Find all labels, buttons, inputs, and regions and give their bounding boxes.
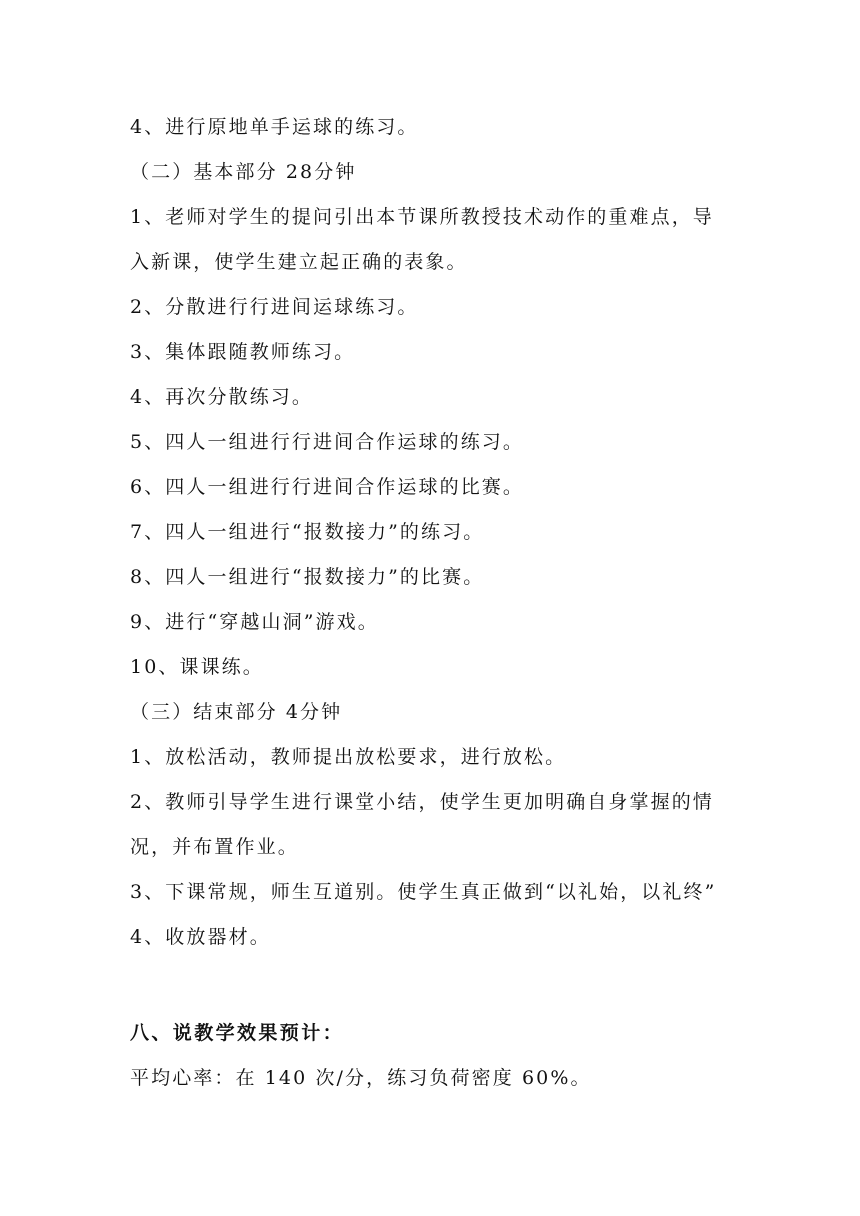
text-line: 8、四人一组进行“报数接力”的比赛。 — [130, 566, 485, 588]
text-line: 3、下课常规，师生互道别。使学生真正做到“以礼始，以礼终” — [130, 881, 717, 903]
section-subheading: （三）结束部分 4分钟 — [130, 701, 343, 723]
section-heading: 八、说教学效果预计： — [130, 1022, 345, 1044]
text-line: 入新课，使学生建立起正确的表象。 — [130, 251, 468, 273]
text-line: 10、课课练。 — [130, 656, 264, 678]
text-line: 1、放松活动，教师提出放松要求，进行放松。 — [130, 746, 567, 768]
text-line: 4、再次分散练习。 — [130, 386, 313, 408]
text-line: 4、进行原地单手运球的练习。 — [130, 116, 419, 138]
text-line: 4、收放器材。 — [130, 926, 271, 948]
text-line: 平均心率：在 140 次/分，练习负荷密度 60%。 — [130, 1067, 592, 1089]
text-line: 5、四人一组进行行进间合作运球的练习。 — [130, 431, 524, 453]
text-line: 9、进行“穿越山洞”游戏。 — [130, 611, 379, 633]
text-line: 2、教师引导学生进行课堂小结，使学生更加明确自身掌握的情 — [130, 791, 714, 813]
text-line: 1、老师对学生的提问引出本节课所教授技术动作的重难点，导 — [130, 206, 714, 228]
text-line: 2、分散进行行进间运球练习。 — [130, 296, 419, 318]
text-line: 3、集体跟随教师练习。 — [130, 341, 356, 363]
text-line: 6、四人一组进行行进间合作运球的比赛。 — [130, 476, 524, 498]
section-subheading: （二）基本部分 28分钟 — [130, 161, 357, 183]
text-line: 7、四人一组进行“报数接力”的练习。 — [130, 521, 485, 543]
text-line: 况，并布置作业。 — [130, 836, 299, 858]
